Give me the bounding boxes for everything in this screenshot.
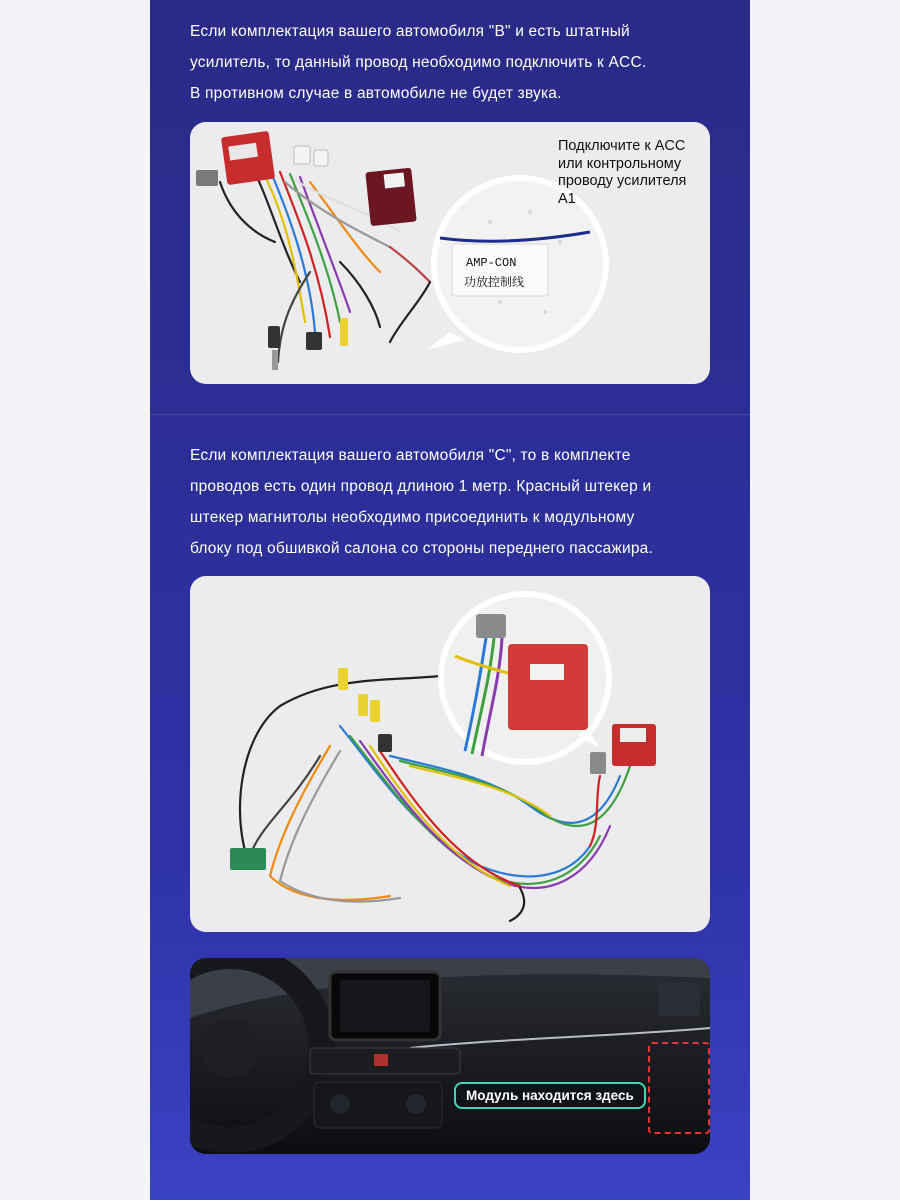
section1-line-1: Если комплектация вашего автомобиля "B" и есть штатный xyxy=(190,23,630,40)
dashboard-illustration xyxy=(190,958,710,1154)
module-location-label: Модуль находится здесь xyxy=(454,1082,646,1109)
wiring-harness-b-image xyxy=(190,122,710,384)
section2-line-1: Если комплектация вашего автомобиля "C", то в комплекте xyxy=(190,447,631,464)
acc-callout-text: Подключите к ACC или контрольному проводу усилителя A1 xyxy=(558,138,687,207)
section1-line-2: усилитель, то данный провод необходимо подключить к ACC. xyxy=(190,54,647,71)
module-highlight-box xyxy=(648,1042,710,1134)
section2-line-2: проводов есть один провод длиною 1 метр. Красный штекер и xyxy=(190,478,652,495)
section2-line-3: штекер магнитолы необходимо присоединить к модульному xyxy=(190,509,635,526)
amp-con-tag-line1: AMP-CON xyxy=(466,256,517,270)
car-interior-image xyxy=(190,958,710,1154)
section1-line-3: В противном случае в автомобиле не будет звука. xyxy=(190,85,562,102)
content-panel xyxy=(150,0,750,1200)
section2-text xyxy=(190,440,712,564)
section2-line-4: блоку под обшивкой салона со стороны переднего пассажира. xyxy=(190,540,653,557)
harness-c-illustration xyxy=(190,576,710,932)
wiring-harness-c-image xyxy=(190,576,710,932)
amp-con-tag-line2: 功放控制线 xyxy=(464,275,525,289)
section1-text xyxy=(190,16,712,109)
section-divider xyxy=(150,414,750,415)
